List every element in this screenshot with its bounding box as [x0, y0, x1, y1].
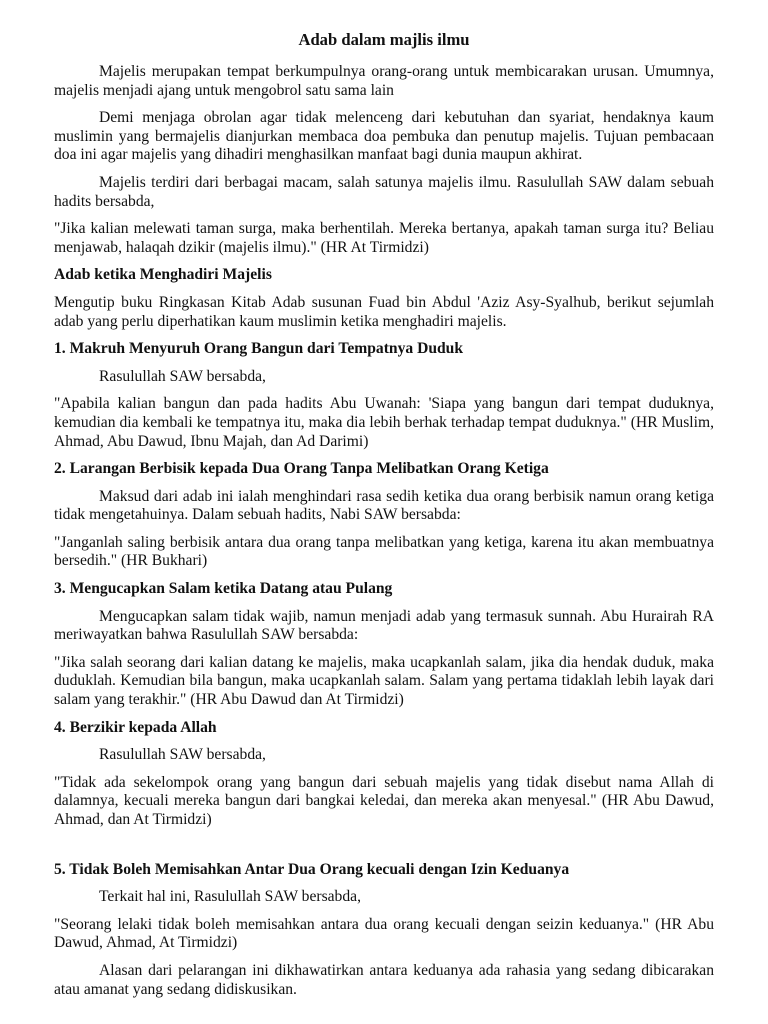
hadith-quote: "Apabila kalian bangun dan pada hadits Abu Uwanah: 'Siapa yang bangun dari tempat duduknya, kemudian dia kembali ke tempatnya itu, maka dia lebih berhak terhadap tempat duduknya." (HR Muslim, Ahmad, Abu Dawud, Ibnu Majah, dan Ad Darimi): [54, 395, 714, 450]
intro-paragraph: Majelis terdiri dari berbagai macam, salah satunya majelis ilmu. Rasulullah SAW dalam sebuah hadits bersabda,: [54, 173, 714, 210]
point-heading: 4. Berzikir kepada Allah: [54, 718, 217, 736]
hadith-quote: "Seorang lelaki tidak boleh memisahkan antara dua orang kecuali dengan seizin keduanya." (HR Abu Dawud, Ahmad, At Tirmidzi): [54, 915, 714, 952]
section-heading: Adab ketika Menghadiri Majelis: [54, 266, 272, 284]
point-heading: 1. Makruh Menyuruh Orang Bangun dari Tempatnya Duduk: [54, 340, 464, 358]
intro-paragraph: Majelis merupakan tempat berkumpulnya orang-orang untuk membicarakan urusan. Umumnya, majelis menjadi ajang untuk mengobrol satu sama lain: [54, 63, 714, 99]
point-paragraph: Rasulullah SAW bersabda,: [99, 367, 266, 385]
section-intro: Mengutip buku Ringkasan Kitab Adab susunan Fuad bin Abdul 'Aziz Asy-Syalhub, berikut sejumlah adab yang perlu diperhatikan kaum muslimin ketika menghadiri majelis.: [54, 293, 714, 330]
hadith-quote: "Jika kalian melewati taman surga, maka berhentilah. Mereka bertanya, apakah taman surga itu? Beliau menjawab, halaqah dzikir (majelis ilmu)." (HR At Tirmidzi): [54, 220, 714, 256]
point-paragraph: Maksud dari adab ini ialah menghindari rasa sedih ketika dua orang berbisik namun orang ketiga tidak mengetahuinya. Dalam sebuah hadits, Nabi SAW bersabda:: [54, 487, 714, 524]
hadith-quote: "Janganlah saling berbisik antara dua orang tanpa melibatkan yang ketiga, karena itu akan membuatnya bersedih." (HR Bukhari): [54, 533, 714, 570]
hadith-quote: "Tidak ada sekelompok orang yang bangun dari sebuah majelis yang tidak disebut nama Allah di dalamnya, kecuali mereka bangun dari bangkai keledai, dan mereka akan menyesal." (HR Abu Dawud, Ahmad, dan At Tirmidzi): [54, 773, 714, 828]
point-heading: 5. Tidak Boleh Memisahkan Antar Dua Orang kecuali dengan Izin Keduanya: [54, 860, 570, 878]
point-heading: 2. Larangan Berbisik kepada Dua Orang Tanpa Melibatkan Orang Ketiga: [54, 460, 549, 478]
intro-paragraph: Demi menjaga obrolan agar tidak melenceng dari kebutuhan dan syariat, hendaknya kaum muslimin yang bermajelis dianjurkan membaca doa pembuka dan penutup majelis. Tujuan pembacaan doa ini agar majelis yang dihadiri menghasilkan manfaat bagi dunia maupun akhirat.: [54, 109, 714, 164]
point-paragraph: Alasan dari pelarangan ini dikhawatirkan antara keduanya ada rahasia yang sedang dibicarakan atau amanat yang sedang didiskusikan.: [54, 961, 714, 998]
point-paragraph: Terkait hal ini, Rasulullah SAW bersabda,: [99, 888, 361, 906]
point-heading: 3. Mengucapkan Salam ketika Datang atau Pulang: [54, 580, 393, 598]
hadith-quote: "Jika salah seorang dari kalian datang ke majelis, maka ucapkanlah salam, jika dia hendak duduk, maka duduklah. Kemudian bila bangun, maka ucapkanlah salam. Salam yang pertama tidaklah lebih layak dari salam yang terakhir." (HR Abu Dawud dan At Tirmidzi): [54, 653, 714, 709]
point-paragraph: Rasulullah SAW bersabda,: [99, 746, 266, 764]
point-paragraph: Mengucapkan salam tidak wajib, namun menjadi adab yang termasuk sunnah. Abu Hurairah RA meriwayatkan bahwa Rasulullah SAW bersabda:: [54, 607, 714, 644]
document-title: Adab dalam majlis ilmu: [298, 30, 470, 49]
blank-gap: [54, 839, 714, 861]
